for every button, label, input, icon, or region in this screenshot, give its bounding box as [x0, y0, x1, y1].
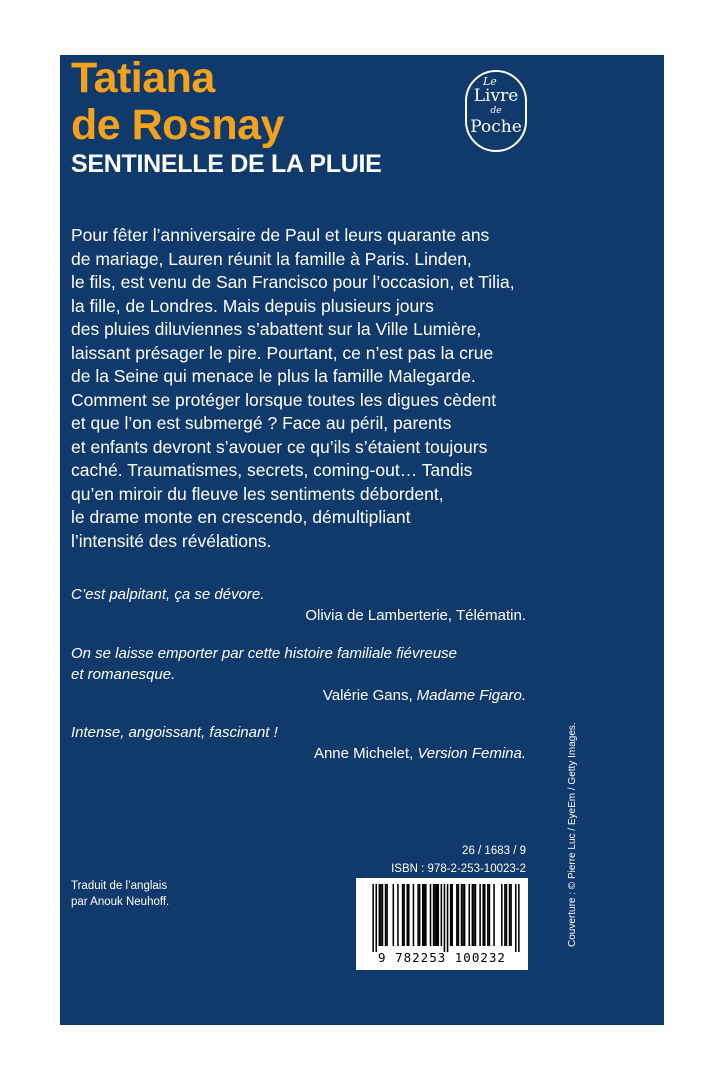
- review-quote-2: [71, 643, 526, 706]
- barcode-bar: [379, 884, 381, 946]
- quote-source: [71, 605, 526, 626]
- barcode-bar: [450, 884, 452, 946]
- barcode-bar: [417, 884, 419, 946]
- barcode-bar: [433, 884, 435, 946]
- logo-le: Le: [483, 75, 497, 88]
- blurb-line: caché. Traumatismes, secrets, coming-out… Tandis: [71, 460, 473, 480]
- barcode-bar: [386, 884, 388, 946]
- barcode-bar: [456, 884, 458, 946]
- quote-text: et romanesque.: [71, 666, 176, 683]
- barcode-bar: [397, 884, 399, 946]
- translator-note: [71, 878, 169, 910]
- barcode-bar: [489, 884, 491, 946]
- author-last-name: de Rosnay: [71, 101, 284, 149]
- logo-livre: Livre: [473, 86, 519, 106]
- barcode-bar: [518, 884, 520, 952]
- barcode-bar: [382, 884, 384, 946]
- barcode-bar: [484, 884, 486, 946]
- quote-source: [71, 685, 526, 706]
- barcode-bar: [462, 884, 464, 946]
- blurb-line: de la Seine qui menace le plus la famille Malegarde.: [71, 366, 476, 386]
- barcode-bar: [380, 884, 382, 946]
- blurb-line: et enfants devront s’avouer ce qu’ils s’étaient toujours: [71, 436, 488, 457]
- barcode-bar: [515, 884, 517, 952]
- barcode-bar: [461, 884, 463, 946]
- barcode-bar: [441, 884, 443, 946]
- barcode-bar: [475, 884, 477, 946]
- blurb-line: de mariage, Lauren réunit la famille à Paris. Linden,: [71, 248, 472, 269]
- quote-publication: Télématin.: [455, 607, 526, 624]
- isbn: ISBN : 978-2-253-10023-2: [391, 863, 526, 875]
- blurb-line: et que l’on est submergé ? Face au péril, parents: [71, 413, 452, 433]
- barcode-bar: [434, 884, 436, 946]
- le-livre-de-poche-logo: [465, 70, 527, 152]
- barcode-bar: [510, 884, 512, 946]
- barcode-bar: [413, 884, 415, 946]
- logo-de: de: [490, 106, 502, 116]
- quote-source: [71, 743, 526, 764]
- review-quote-1: [71, 584, 526, 626]
- barcode-bar: [402, 884, 404, 946]
- barcode-bar: [406, 884, 408, 946]
- barcode-bar: [425, 884, 427, 946]
- barcode-bar: [437, 884, 439, 946]
- barcode-bar: [424, 884, 426, 946]
- quote-author: Olivia de Lamberterie,: [305, 607, 456, 624]
- logo-poche: Poche: [470, 117, 522, 137]
- barcode-bar: [506, 884, 508, 946]
- quote-text: On se laisse emporter par cette histoire familiale fiévreuse: [71, 645, 458, 662]
- barcode-bar: [430, 884, 432, 946]
- author-name: [71, 55, 284, 149]
- cover-credit: Couverture : © Pierre Luc / EyeEm / Getty Images.: [567, 722, 578, 947]
- barcode-bar: [451, 884, 453, 946]
- quote-publication: Version Femina.: [417, 745, 526, 762]
- barcode-bar: [482, 884, 484, 946]
- barcode-bar: [501, 884, 503, 946]
- catalog-number: 26 / 1683 / 9: [462, 845, 526, 857]
- barcode-bar: [479, 884, 481, 946]
- barcode-bar: [509, 884, 511, 946]
- barcode-bar: [487, 884, 489, 946]
- quote-publication: Madame Figaro.: [416, 687, 526, 704]
- barcode-bar: [385, 884, 387, 946]
- blurb-line: la fille, de Londres. Mais depuis plusieurs jours: [71, 295, 434, 316]
- blurb: [71, 224, 591, 553]
- barcode: [356, 878, 528, 970]
- blurb-line: laissant présager le pire. Pourtant, ce n’est pas la crue: [71, 342, 494, 363]
- barcode-bar: [458, 884, 460, 946]
- barcode-bar: [375, 884, 377, 952]
- book-title: SENTINELLE DE LA PLUIE: [71, 150, 382, 178]
- blurb-line: Comment se protéger lorsque toutes les digues cèdent: [71, 389, 497, 410]
- barcode-bar: [422, 884, 424, 946]
- blurb-line: des pluies diluviennes s’abattent sur la Ville Lumière,: [71, 319, 482, 339]
- barcode-digits: 9 782253 100232: [378, 950, 506, 965]
- barcode-bar: [472, 884, 474, 946]
- barcode-bar: [408, 884, 410, 946]
- blurb-line: l’intensité des révélations.: [71, 530, 272, 551]
- barcode-bar: [504, 884, 506, 946]
- barcode-bar: [447, 884, 449, 952]
- barcode-bar: [393, 884, 395, 946]
- review-quote-3: [71, 722, 526, 764]
- barcode-bar: [403, 884, 405, 946]
- quote-author: Valérie Gans,: [322, 687, 417, 704]
- blurb-line: le drame monte en crescendo, démultipliant: [71, 507, 411, 527]
- barcode-bar: [419, 884, 421, 946]
- translator-line-2: par Anouk Neuhoff.: [71, 896, 170, 908]
- quote-text: Intense, angoissant, fascinant !: [71, 724, 278, 741]
- catalog-codes: [340, 842, 526, 878]
- author-first-name: Tatiana: [71, 54, 215, 102]
- blurb-line: le fils, est venu de San Francisco pour l’occasion, et Tilia,: [71, 272, 515, 292]
- blurb-line: qu’en miroir du fleuve les sentiments débordent,: [71, 483, 444, 504]
- translator-line-1: Traduit de l’anglais: [71, 880, 168, 892]
- barcode-bar: [468, 884, 470, 946]
- quote-author: Anne Michelet,: [313, 745, 418, 762]
- barcode-bar: [464, 884, 466, 946]
- barcode-bar: [372, 884, 374, 952]
- barcode-bar: [473, 884, 475, 946]
- barcode-bars: [356, 878, 528, 952]
- barcode-bar: [493, 884, 495, 946]
- barcode-bar: [444, 884, 446, 952]
- quote-text: C’est palpitant, ça se dévore.: [71, 586, 265, 603]
- blurb-line: Pour fêter l’anniversaire de Paul et leurs quarante ans: [71, 225, 490, 245]
- barcode-bar: [436, 884, 438, 946]
